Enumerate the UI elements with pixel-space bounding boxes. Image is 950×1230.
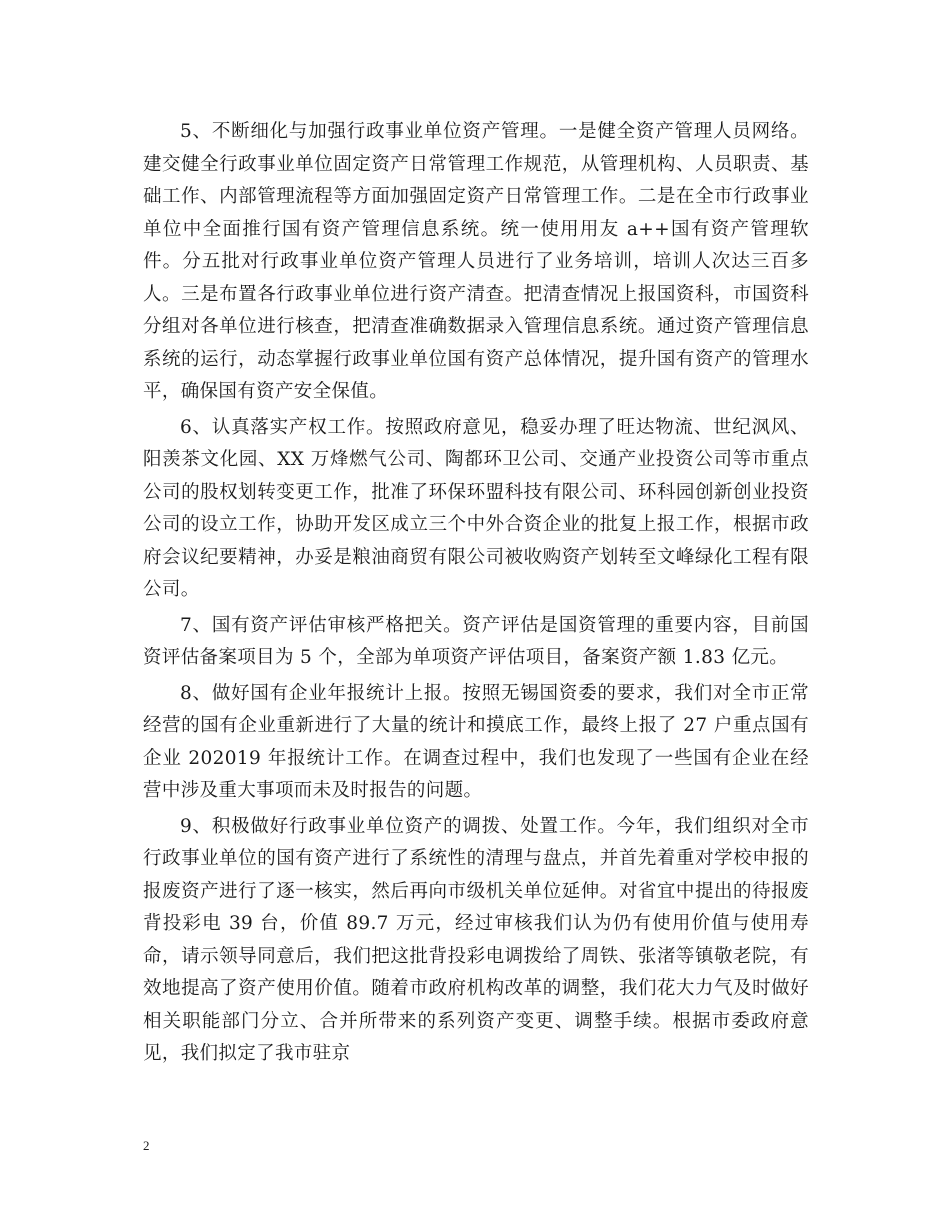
page-number: 2 <box>143 1138 150 1153</box>
paragraph-item-7: 7、国有资产评估审核严格把关。资产评估是国资管理的重要内容，目前国资评估备案项目为 5 个，全部为单项资产评估项目，备案资产额 1.83 亿元。 <box>143 614 809 668</box>
document-body <box>143 116 809 1071</box>
paragraph-item-5: 5、不断细化与加强行政事业单位资产管理。一是健全资产管理人员网络。建交健全行政事业单位固定资产日常管理工作规范，从管理机构、人员职责、基础工作、内部管理流程等方面加强固定资产日常管理工作。二是在全市行政事业单位中全面推行国有资产管理信息系统。统一使用用友 a++国有资产管理软件。分五批对行政事业单位资产管理人员进行了业务培训，培训人次达三百多人。三是布置各行政事业单位进行资产清查。把清查情况上报国资科，市国资科分组对各单位进行核查，把清查准确数据录入管理信息系统。通过资产管理信息系统的运行，动态掌握行政事业单位国有资产总体情况，提升国有资产的管理水平，确保国有资产安全保值。 <box>143 121 809 402</box>
paragraph-item-6: 6、认真落实产权工作。按照政府意见，稳妥办理了旺达物流、世纪沨风、阳羡茶文化园、XX 万烽燃气公司、陶都环卫公司、交通产业投资公司等市重点公司的股权划转变更工作，批准了环保环盟科技有限公司、环科园创新创业投资公司的设立工作，协助开发区成立三个中外合资企业的批复上报工作，根据市政府会议纪要精神，办妥是粮油商贸有限公司被收购资产划转至文峰绿化工程有限公司。 <box>143 416 809 600</box>
paragraph-item-9: 9、积极做好行政事业单位资产的调拨、处置工作。今年，我们组织对全市行政事业单位的国有资产进行了系统性的清理与盘点，并首先着重对学校申报的报废资产进行了逐一核实，然后再向市级机关单位延伸。对省宜中提出的待报废背投彩电 39 台，价值 89.7 万元，经过审核我们认为仍有使用价值与使用寿命，请示领导同意后，我们把这批背投彩电调拨给了周铁、张渚等镇敬老院，有效地提高了资产使用价值。随着市政府机构改革的调整，我们花大力气及时做好相关职能部门分立、合并所带来的系列资产变更、调整手续。根据市委政府意见，我们拟定了我市驻京 <box>143 815 809 1064</box>
paragraph-item-8: 8、做好国有企业年报统计上报。按照无锡国资委的要求，我们对全市正常经营的国有企业重新进行了大量的统计和摸底工作，最终上报了 27 户重点国有企业 202019 年报统计工作。在调查过程中，我们也发现了一些国有企业在经营中涉及重大事项而未及时报告的问题。 <box>143 682 809 801</box>
